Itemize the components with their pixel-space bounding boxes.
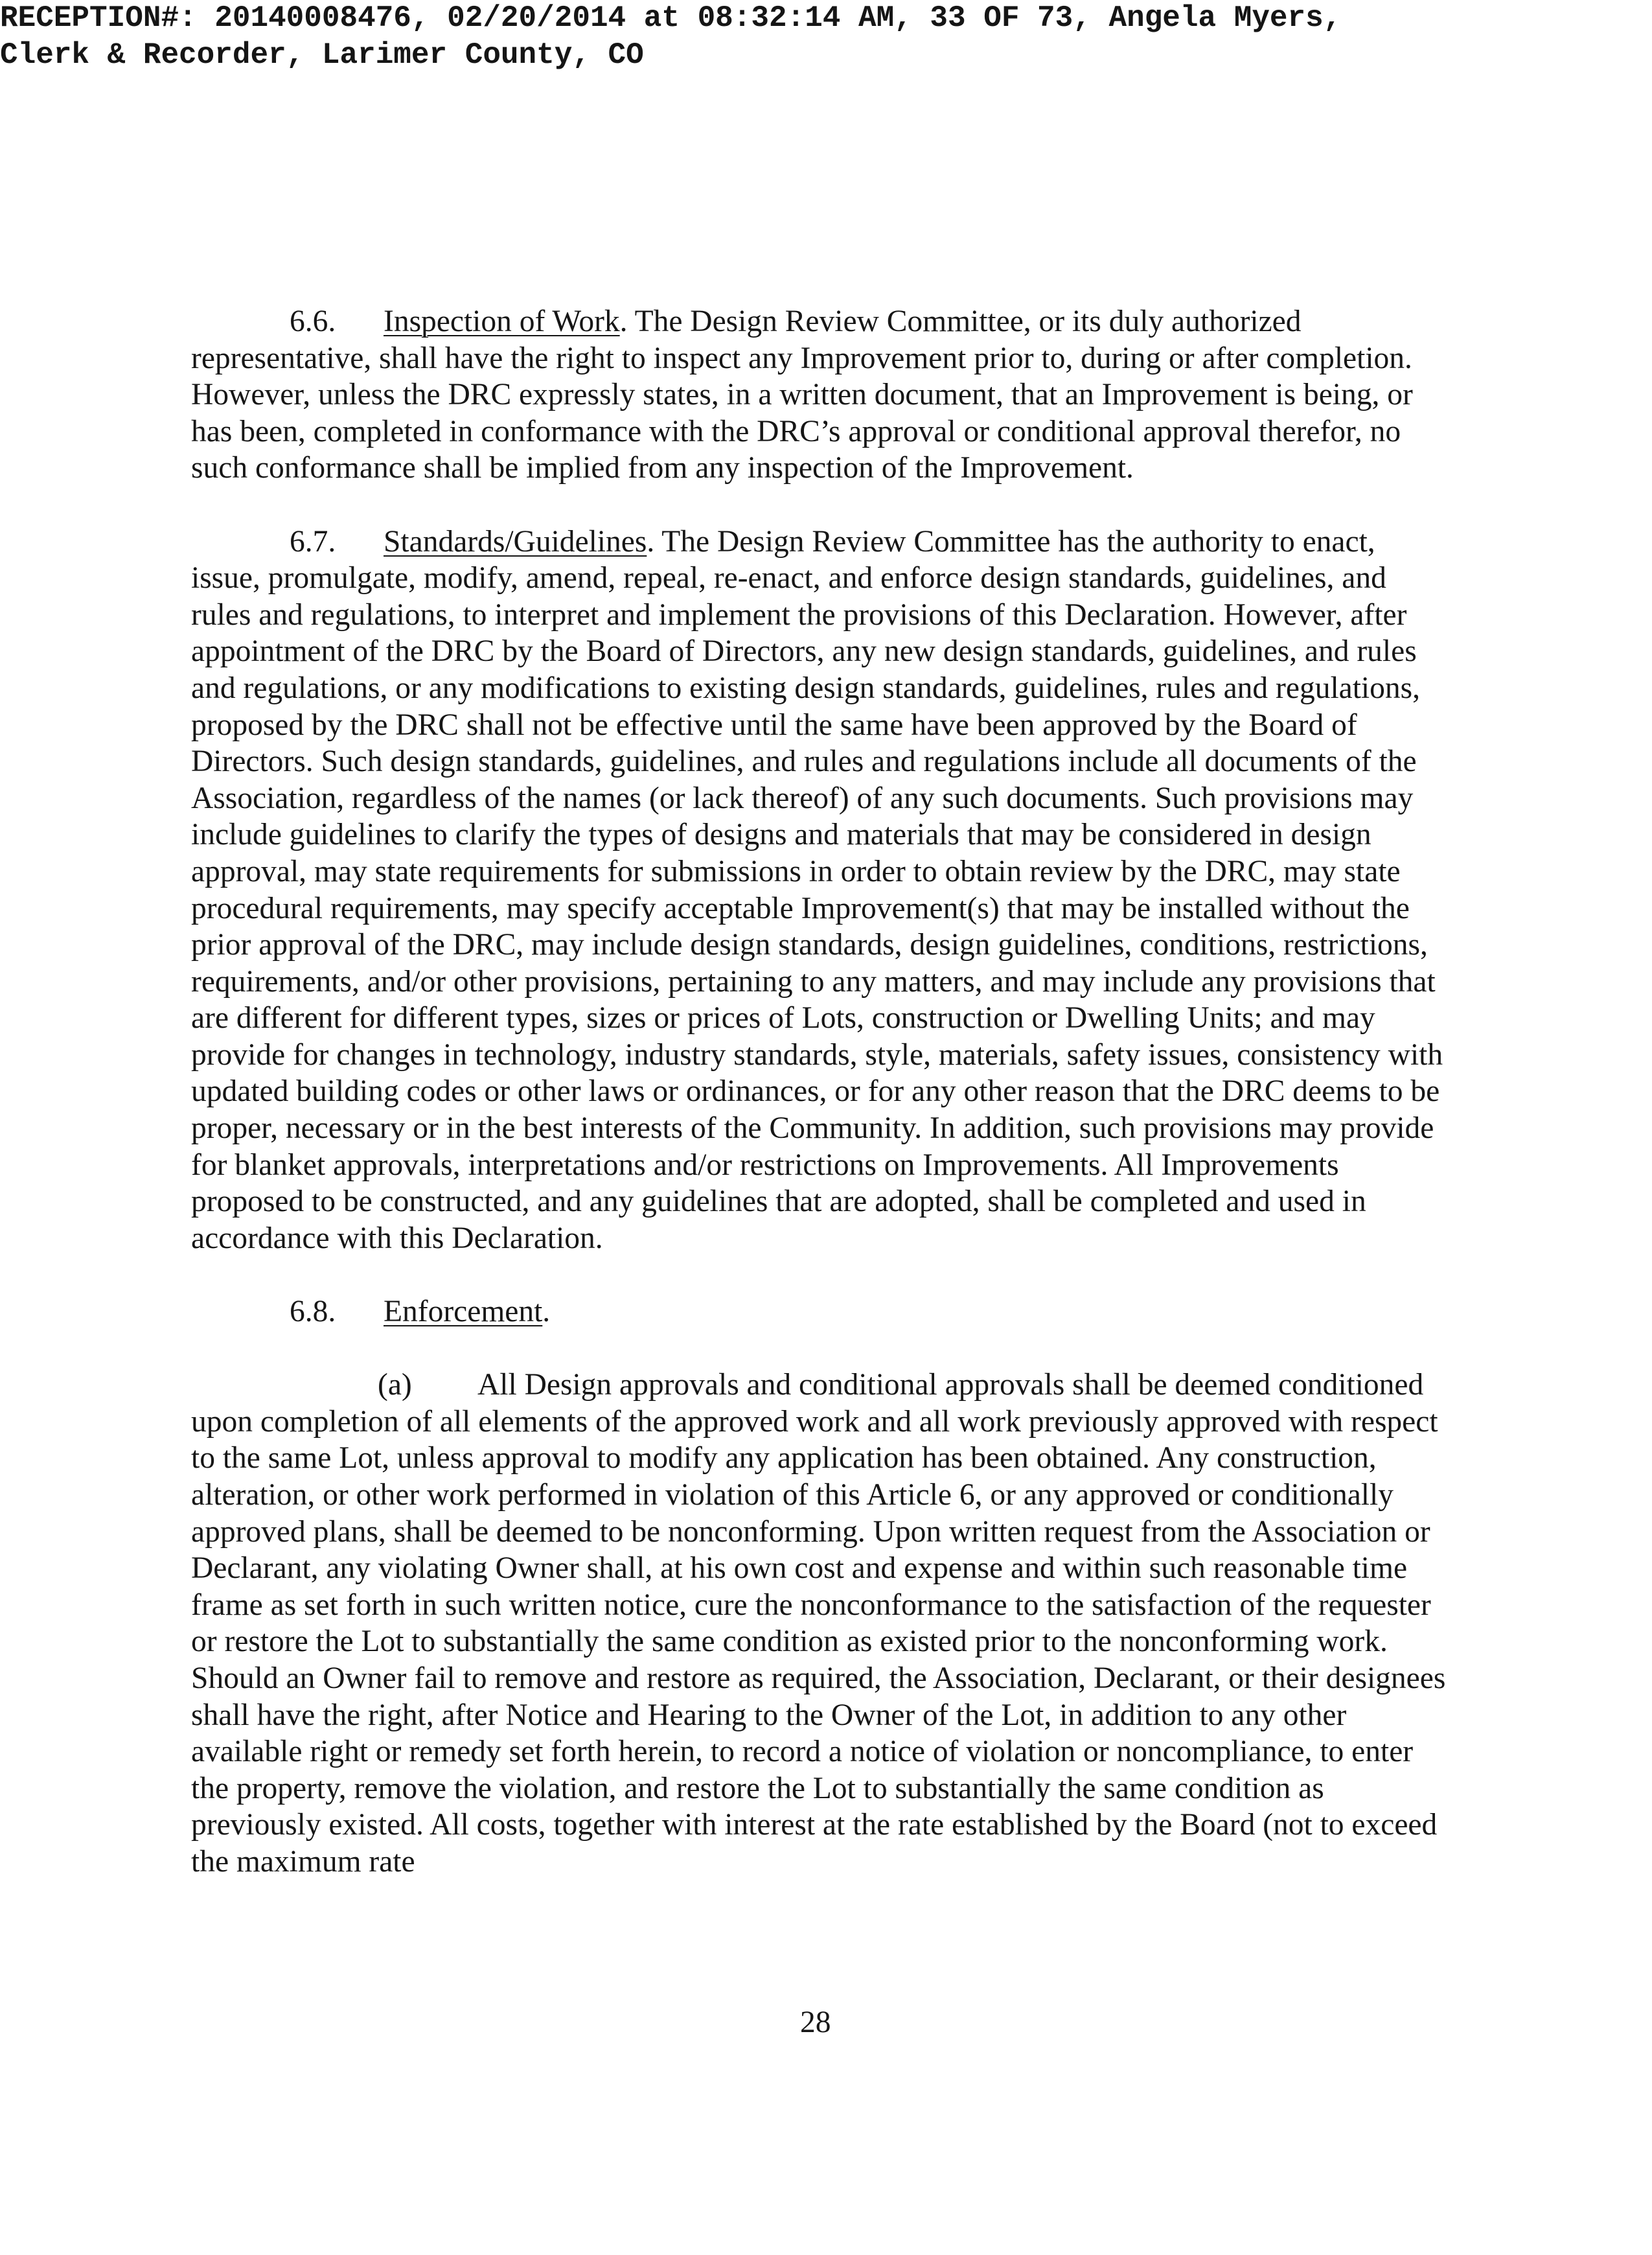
recording-stamp-line-2: Clerk & Recorder, Larimer County, CO [0,38,644,72]
page-number: 28 [800,2006,831,2039]
section-number: 6.8. [290,1295,336,1329]
subsection-a [191,1367,1448,1880]
subsection-label: (a) [378,1368,412,1402]
section-number: 6.6. [290,305,336,338]
section-text: . The Design Review Committee has the authority to enact, issue, promulgate, modify, amend, repeal, re-enact, and enforce design standards, guidelines, and rules and regulations, to interpret and implement the provisions of this Declaration. However, after appointment of the DRC by the Board of Directors, any new design standards, guidelines, and rules and regulations, or any modifications to existing design standards, guidelines, rules and regulations, proposed by the DRC shall not be effective until the same have been approved by the Board of Directors. Such design standards, guidelines, and rules and regulations include all documents of the Association, regardless of the names (or lack thereof) of any such documents. Such provisions may include guidelines to clarify the types of designs and materials that may be considered in design approval, may state requirements for submissions in order to obtain review by the DRC, may state procedural requirements, may specify acceptable Improvement(s) that may be installed without the prior approval of the DRC, may include design standards, design guidelines, conditions, restrictions, requirements, and/or other provisions, pertaining to any matters, and may include any provisions that are different for different types, sizes or prices of Lots, construction or Dwelling Units; and may provide for changes in technology, industry standards, style, materials, safety issues, consistency with updated building codes or other laws or ordinances, or for any other reason that the DRC deems to be proper, necessary or in the best interests of the Community. In addition, such provisions may provide for blanket approvals, interpretations and/or restrictions on Improvements. All Improvements proposed to be constructed, and any guidelines that are adopted, shall be completed and used in accordance with this Declaration. [191,524,1443,1255]
section-6-7 [191,524,1448,1257]
section-title: Standards/Guidelines [384,524,647,559]
section-number: 6.7. [290,524,336,559]
section-title: Inspection of Work [384,305,620,338]
section-6-8 [191,1293,1448,1330]
section-text: . The Design Review Committee, or its duly authorized representative, shall have the right to inspect any Improvement prior to, during or after completion. However, unless the DRC expressly states, in a written document, that an Improvement is being, or has been, completed in conformance with the DRC’s approval or conditional approval therefor, no such conformance shall be implied from any inspection of the Improvement. [191,305,1413,485]
section-text: . [542,1295,551,1329]
document-body [191,303,1448,1917]
recording-stamp-header [0,0,1555,74]
recording-stamp-line-1: RECEPTION#: 20140008476, 02/20/2014 at 08:32:14 AM, 33 OF 73, Angela Myers, [0,1,1342,35]
subsection-text: All Design approvals and conditional approvals shall be deemed conditioned upon completion of all elements of the approved work and all work previously approved with respect to the same Lot, unless approval to modify any application has been obtained. Any construction, alteration, or other work performed in violation of this Article 6, or any approved or conditionally approved plans, shall be deemed to be nonconforming. Upon written request from the Association or Declarant, any violating Owner shall, at his own cost and expense and within such reasonable time frame as set forth in such written notice, cure the nonconformance to the satisfaction of the requester or restore the Lot to substantially the same condition as existed prior to the nonconforming work. Should an Owner fail to remove and restore as required, the Association, Declarant, or their designees shall have the right, after Notice and Hearing to the Owner of the Lot, in addition to any other available right or remedy set forth herein, to record a notice of violation or noncompliance, to enter the property, remove the violation, and restore the Lot to substantially the same condition as previously existed. All costs, together with interest at the rate established by the Board (not to exceed the maximum rate [191,1368,1446,1879]
section-6-6 [191,303,1448,487]
section-title: Enforcement [384,1295,543,1329]
